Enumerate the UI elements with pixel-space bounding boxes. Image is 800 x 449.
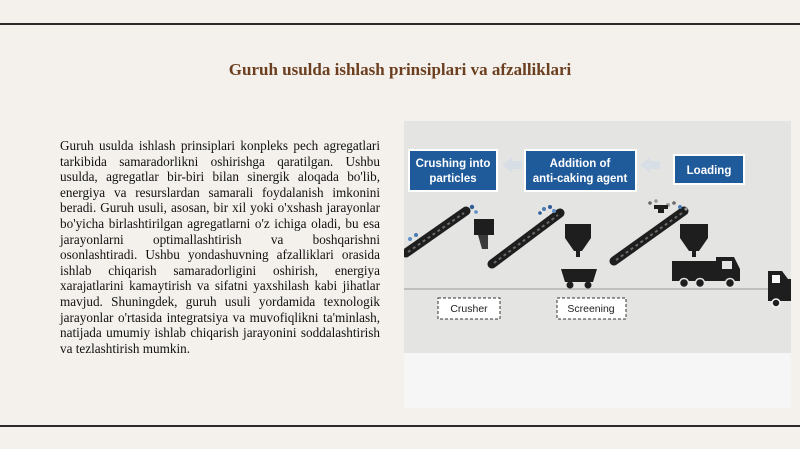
station-screening-label — [557, 298, 626, 319]
station-label: Crusher — [450, 303, 488, 315]
step-line2: particles — [429, 173, 477, 185]
slide-title: Guruh usulda ishlash prinsiplari va afzalliklari — [228, 60, 572, 79]
step-line1: Addition of — [549, 158, 611, 170]
step-loading — [674, 155, 744, 184]
step-line2: anti-caking agent — [532, 173, 628, 185]
process-diagram — [404, 121, 791, 408]
station-crusher-label — [438, 298, 500, 319]
top-rule — [0, 23, 800, 25]
slide-paragraph: Guruh usulda ishlash prinsiplari konpleks pech agregatlari tarkibida samaradorlikni oshirishga qaratilgan. Ushbu usulda, agregatlar bir-biri bilan sinergik aloqada bo'lib, energiya va resurslardan samarali foydalanish imkonini beradi. Guruh usuli, asosan, bir xil yoki o'xshash jarayonlar bo'yicha birlashtirilgan agregatlarni o'z ichiga oladi, bu esa jarayonlarni optimallashtirish va boshqarishni osonlashtiradi. Ushbu yondashuvning afzalliklari orasida ishlab chiqarish samaradorligini oshirish, energiya xarajatlarini kamaytirish va sifatni yaxshilash kabi jihatlar mavjud. Shuningdek, guruh usuli yordamida texnologik jarayonlar o'rtasida integratsiya va muvofiqlikni ta'minlash, natijada umumiy ishlab chiqarish jarayonini soddalashtirish va tezlashtirish mumkin. — [60, 138, 380, 356]
bottom-rule — [0, 425, 800, 427]
process-diagram-svg — [404, 121, 791, 408]
diagram-floor — [404, 353, 791, 408]
station-label: Screening — [567, 303, 615, 315]
step-anti-caking — [525, 150, 636, 191]
step-line1: Crushing into — [415, 158, 491, 170]
step-line1: Loading — [686, 165, 732, 177]
step-crushing — [409, 150, 497, 191]
